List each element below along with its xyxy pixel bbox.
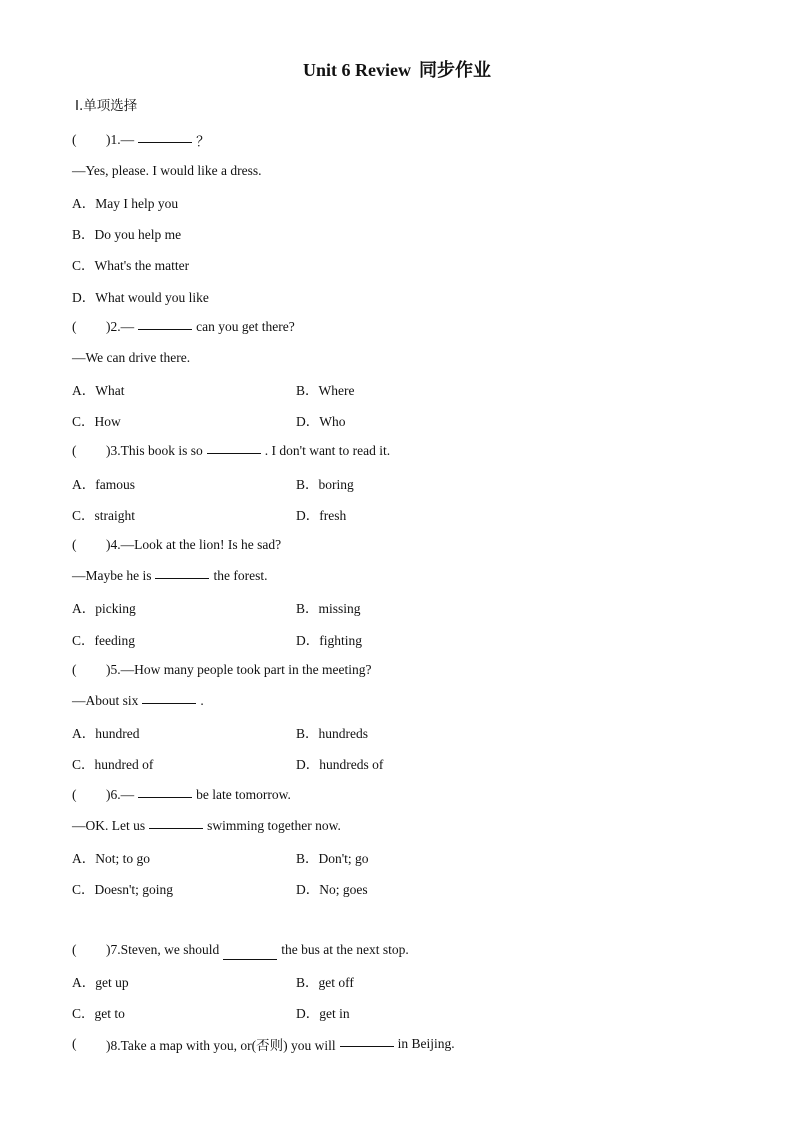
- question-2: ( )2.— can you get there?: [72, 318, 295, 334]
- option[interactable]: C．straight: [72, 507, 135, 523]
- option[interactable]: D．No; goes: [296, 882, 368, 898]
- answer-blank[interactable]: [340, 1045, 394, 1047]
- option-row: [72, 405, 752, 436]
- section-heading: Ⅰ.单项选择: [75, 98, 138, 114]
- answer-blank[interactable]: [155, 577, 209, 579]
- question-3: ( )3.This book is so . I don't want to read it.: [72, 443, 391, 459]
- option[interactable]: D．get in: [296, 1006, 350, 1022]
- option-row: [72, 873, 752, 904]
- option[interactable]: A．famous: [72, 476, 135, 492]
- answer-blank[interactable]: [207, 452, 261, 454]
- option[interactable]: B．Don't; go: [296, 850, 369, 866]
- question-7: ( )7.Steven, we should the bus at the next stop.: [72, 904, 752, 966]
- question-5: ( )5.—How many people took part in the meeting?: [72, 661, 372, 677]
- answer-blank[interactable]: [138, 328, 192, 330]
- option[interactable]: A．What: [72, 383, 125, 399]
- option[interactable]: C．get to: [72, 1006, 125, 1022]
- option[interactable]: B．Do you help me: [72, 227, 182, 243]
- option-row: [72, 592, 752, 623]
- option[interactable]: A．Not; to go: [72, 850, 151, 866]
- option[interactable]: B．boring: [296, 476, 354, 492]
- option[interactable]: B．get off: [296, 975, 354, 991]
- option-row: [72, 966, 752, 997]
- question-6-reply: —OK. Let us swimming together now.: [72, 817, 341, 833]
- option-row: [72, 997, 752, 1028]
- option[interactable]: D．hundreds of: [296, 757, 384, 773]
- option-row: [72, 467, 752, 498]
- answer-blank[interactable]: [142, 702, 196, 704]
- title-text: Unit 6 Review: [303, 60, 411, 80]
- title-cn: 同步作业: [418, 60, 491, 81]
- option[interactable]: C．hundred of: [72, 757, 154, 773]
- question-5-reply: —About six .: [72, 692, 204, 708]
- option[interactable]: D．What would you like: [72, 289, 209, 305]
- option[interactable]: B．hundreds: [296, 726, 368, 742]
- option[interactable]: A．picking: [72, 601, 136, 617]
- option-row: [72, 841, 752, 872]
- option[interactable]: A．May I help you: [72, 195, 179, 211]
- question-2-reply: —We can drive there.: [72, 349, 191, 365]
- question-4: ( )4.—Look at the lion! Is he sad?: [72, 537, 282, 553]
- option[interactable]: D．fighting: [296, 632, 362, 648]
- question-1: ( )1.— ？: [72, 131, 210, 149]
- option-row: [72, 498, 752, 529]
- option[interactable]: C．What's the matter: [72, 258, 190, 274]
- option[interactable]: C．feeding: [72, 632, 135, 648]
- question-8: ( )8.Take a map with you, or(否则) you will in Beijing.: [72, 1035, 455, 1053]
- option-row: [72, 374, 752, 405]
- answer-blank[interactable]: [138, 141, 192, 143]
- option[interactable]: C．Doesn't; going: [72, 882, 174, 898]
- answer-blank[interactable]: [149, 827, 203, 829]
- question-6: ( )6.— be late tomorrow.: [72, 786, 291, 802]
- option[interactable]: A．get up: [72, 975, 129, 991]
- option-row: [72, 748, 752, 779]
- option-row: [72, 717, 752, 748]
- option[interactable]: B．Where: [296, 383, 355, 399]
- question-1-reply: —Yes, please. I would like a dress.: [72, 162, 262, 178]
- option-row: [72, 623, 752, 654]
- question-4-reply: —Maybe he is the forest.: [72, 568, 268, 584]
- option[interactable]: C．How: [72, 414, 121, 430]
- question-list: [72, 124, 752, 1059]
- option[interactable]: D．Who: [296, 414, 346, 430]
- option[interactable]: A．hundred: [72, 726, 140, 742]
- answer-blank[interactable]: [138, 796, 192, 798]
- option[interactable]: D．fresh: [296, 507, 347, 523]
- answer-blank[interactable]: [223, 958, 277, 960]
- page-title: [0, 56, 794, 82]
- option[interactable]: B．missing: [296, 601, 361, 617]
